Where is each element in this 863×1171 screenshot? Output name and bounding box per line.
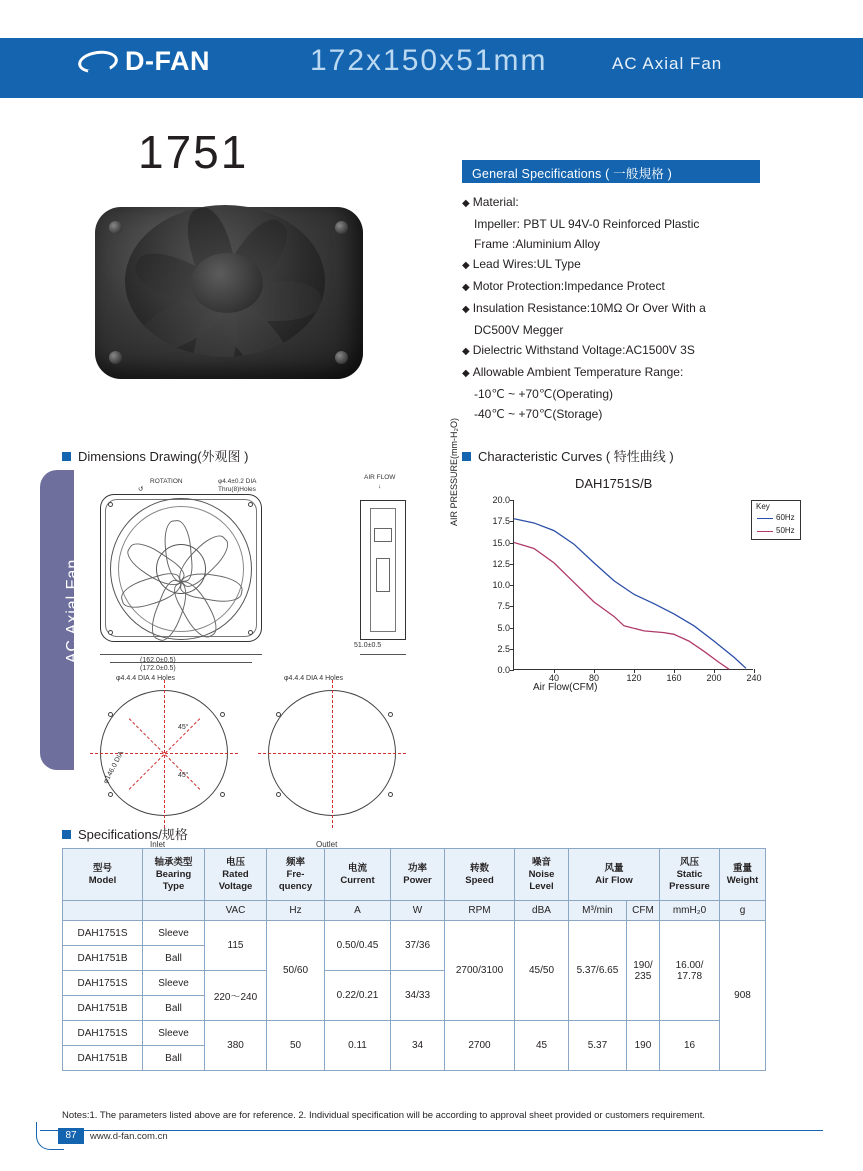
holes-note: φ4.4±0.2 DIA [218, 478, 257, 485]
page-subtitle: AC Axial Fan [612, 54, 723, 73]
page-header [0, 0, 863, 98]
cell-pressure: 16 [660, 1021, 720, 1071]
brand-logo [78, 46, 210, 77]
chart-series-1 [514, 543, 729, 670]
unit-cell: A [325, 901, 391, 921]
fan-impeller [125, 205, 325, 357]
dim-inner-width: (162.0±0.5) [140, 657, 176, 664]
chart-x-tick: 160 [666, 673, 682, 683]
cell-bearing: Ball [143, 1046, 205, 1071]
legend-title: Key [756, 502, 770, 511]
cell-frequency: 50/60 [267, 921, 325, 1021]
side-tab-label: AC Axial Fan [64, 558, 81, 664]
cell-weight: 908 [720, 921, 766, 1071]
unit-cell: VAC [205, 901, 267, 921]
angle-45-2: 45° [178, 772, 189, 779]
unit-cell: dBA [515, 901, 569, 921]
bullet-square-icon [62, 452, 71, 461]
th-frequency: 频率 Fre- quency [267, 849, 325, 901]
dim-outer-width: (172.0±0.5) [140, 665, 176, 672]
cell-bearing: Sleeve [143, 921, 205, 946]
general-specifications-heading: General Specifications ( 一般規格 ) [462, 160, 760, 182]
dim-depth: 51.0±0.5 [354, 642, 382, 649]
characteristic-curves-label: Characteristic Curves ( 特性曲线 ) [478, 449, 674, 464]
chart-y-tick: 20.0 [492, 495, 510, 505]
cell-airflow-cfm: 190/ 235 [626, 921, 659, 1021]
cell-pressure: 16.00/ 17.78 [660, 921, 720, 1021]
cell-noise: 45/50 [515, 921, 569, 1021]
dimensions-title-label: Dimensions Drawing(外观图 ) [78, 449, 249, 464]
chart-y-tick: 2.5 [497, 643, 510, 654]
cell-model: DAH1751S [63, 971, 143, 996]
cell-voltage: 220～240 [205, 971, 267, 1021]
outlet-holes-note: φ4.4.4 DIA 4 Holes [284, 675, 344, 682]
cell-noise: 45 [515, 1021, 569, 1071]
cell-voltage: 115 [205, 921, 267, 971]
spec-item: Dielectric Withstand Voltage:AC1500V 3S [472, 343, 695, 357]
chart-y-tick: 10.0 [492, 580, 510, 590]
chart-y-tick: 15.0 [492, 537, 510, 548]
th-bearing: 轴承类型 Bearing Type [143, 849, 205, 901]
cell-airflow-m3: 5.37 [569, 1021, 627, 1071]
unit-cell: CFM [626, 901, 659, 921]
page-title: 172x150x51mm [310, 44, 548, 77]
chart-x-tick: 80 [588, 673, 600, 683]
unit-cell [63, 901, 143, 921]
cell-bearing: Sleeve [143, 1021, 205, 1046]
chart-x-tick: 120 [626, 673, 642, 683]
cell-frequency: 50 [267, 1021, 325, 1071]
general-specifications-list: ◆ Material: Impeller: PBT UL 94V-0 Reinforced Plastic Frame :Aluminium Alloy ◆ Lead Wires:UL Type ◆ Motor Protection:Impedance Protect ◆ Insulation Resistance:10MΩ Or Over With a DC500V Megger ◆ Dielectric Withstand Voltage:AC1500V 3S ◆ Allowable Ambient Temperature Range: -10℃ ~ +70℃(Operating) -40℃ ~ +70℃(Storage) [462, 195, 706, 421]
chart-x-tick: 200 [706, 673, 722, 683]
cell-bearing: Ball [143, 946, 205, 971]
chart-x-tick: 240 [746, 673, 762, 683]
th-voltage: 电压 Rated Voltage [205, 849, 267, 901]
chart-y-axis-label: AIR PRESSURE(mm-H₂O) [449, 418, 459, 526]
chart-series-0 [514, 519, 746, 669]
footer-url: www.d-fan.com.cn [90, 1131, 168, 1142]
bullet-square-icon [462, 452, 471, 461]
table-row [63, 1021, 766, 1046]
cell-speed: 2700 [445, 1021, 515, 1071]
footer-notes: Notes:1. The parameters listed above are for reference. 2. Individual specification will be according to approval sheet provided or customers requirement. [62, 1110, 705, 1121]
spec-item: DC500V Megger [474, 323, 564, 337]
inlet-holes-note: φ4.4.4 DIA 4 Holes [116, 675, 176, 682]
spec-item: Insulation Resistance:10MΩ Or Over With a [472, 301, 706, 315]
holes-note2: Thru(8)Holes [218, 486, 256, 493]
chart-title: DAH1751S/B [575, 476, 653, 491]
air-flow-note: AIR FLOW [364, 474, 396, 481]
unit-cell [143, 901, 205, 921]
unit-cell: g [720, 901, 766, 921]
th-weight: 重量 Weight [720, 849, 766, 901]
cell-model: DAH1751B [63, 946, 143, 971]
rotation-note: ROTATION [150, 478, 183, 485]
chart-y-tick: 0.0 [497, 665, 510, 675]
characteristic-curves-title [462, 446, 674, 465]
chart-x-axis-label: Air Flow(CFM) [533, 682, 598, 693]
cell-airflow-cfm: 190 [626, 1021, 659, 1071]
table-units-row [63, 901, 766, 921]
cell-airflow-m3: 5.37/6.65 [569, 921, 627, 1021]
spec-table-title-label: Specifications/规格 [78, 827, 188, 842]
cell-power: 34 [391, 1021, 445, 1071]
th-speed: 转数 Speed [445, 849, 515, 901]
th-pressure: 风压 Static Pressure [660, 849, 720, 901]
cell-speed: 2700/3100 [445, 921, 515, 1021]
logo-text: D-FAN [125, 46, 210, 76]
chart-plot-area [492, 495, 762, 683]
cell-model: DAH1751B [63, 996, 143, 1021]
cell-bearing: Ball [143, 996, 205, 1021]
cell-current: 0.11 [325, 1021, 391, 1071]
chart-y-tick: 17.5 [492, 516, 510, 527]
th-current: 电流 Current [325, 849, 391, 901]
bolt-circle-note: φ146.0 DIA [102, 750, 126, 785]
th-model: 型号 Model [63, 849, 143, 901]
cell-model: DAH1751S [63, 921, 143, 946]
page-number-badge: 87 [58, 1128, 84, 1144]
chart-x-tick: 40 [548, 673, 560, 683]
unit-cell: mmH₂0 [660, 901, 720, 921]
inlet-label: Inlet [150, 840, 166, 849]
outlet-label: Outlet [316, 840, 338, 849]
table-row [63, 921, 766, 946]
legend-entry-0: 60Hz [776, 513, 795, 522]
spec-item: Impeller: PBT UL 94V-0 Reinforced Plastic [474, 217, 700, 231]
model-number: 1751 [138, 126, 249, 178]
spec-item: -10℃ ~ +70℃(Operating) [474, 387, 614, 401]
dimensions-title [62, 446, 248, 465]
spec-item: Lead Wires:UL Type [472, 257, 581, 271]
side-tab [40, 470, 81, 770]
th-airflow: 风量 Air Flow [569, 849, 660, 901]
product-photo [85, 195, 375, 390]
chart-y-tick: 12.5 [492, 558, 510, 569]
angle-45-1: 45° [178, 724, 189, 731]
spec-table-title [62, 824, 188, 843]
spec-item: Motor Protection:Impedance Protect [472, 279, 665, 293]
spec-item: Material: [472, 195, 519, 209]
fan-hub [191, 253, 263, 313]
chart-y-tick: 7.5 [497, 601, 510, 612]
unit-cell: W [391, 901, 445, 921]
cell-model: DAH1751B [63, 1046, 143, 1071]
cell-voltage: 380 [205, 1021, 267, 1071]
chart-y-tick: 5.0 [497, 622, 510, 633]
unit-cell: Hz [267, 901, 325, 921]
th-noise: 噪音 Noise Level [515, 849, 569, 901]
heading-underline [462, 182, 760, 183]
th-power: 功率 Power [391, 849, 445, 901]
bullet-square-icon [62, 830, 71, 839]
table-header-row [63, 849, 766, 901]
cell-power: 34/33 [391, 971, 445, 1021]
unit-cell: M³/min [569, 901, 627, 921]
dimensions-drawing: ROTATION ↺ φ4.4±0.2 DIA Thru(8)Holes AIR FLOW ↓ (162.0±0.5) (172.0±0.5) 51.0±0.5 φ4.4.4 DIA 4 Holes 45° 45° φ146.0 DIA Inlet φ4.4.4 DIA 4 Holes Outlet [78, 472, 438, 812]
cell-model: DAH1751S [63, 1021, 143, 1046]
spec-item: Allowable Ambient Temperature Range: [472, 365, 684, 379]
cell-current: 0.22/0.21 [325, 971, 391, 1021]
cell-bearing: Sleeve [143, 971, 205, 996]
cell-current: 0.50/0.45 [325, 921, 391, 971]
logo-ellipse-icon [77, 48, 120, 75]
unit-cell: RPM [445, 901, 515, 921]
specifications-table [62, 848, 766, 1071]
chart-legend [751, 500, 801, 540]
spec-item: -40℃ ~ +70℃(Storage) [474, 407, 603, 421]
legend-entry-1: 50Hz [776, 526, 795, 535]
front-view-hub [156, 544, 206, 594]
cell-power: 37/36 [391, 921, 445, 971]
spec-item: Frame :Aluminium Alloy [474, 237, 601, 251]
